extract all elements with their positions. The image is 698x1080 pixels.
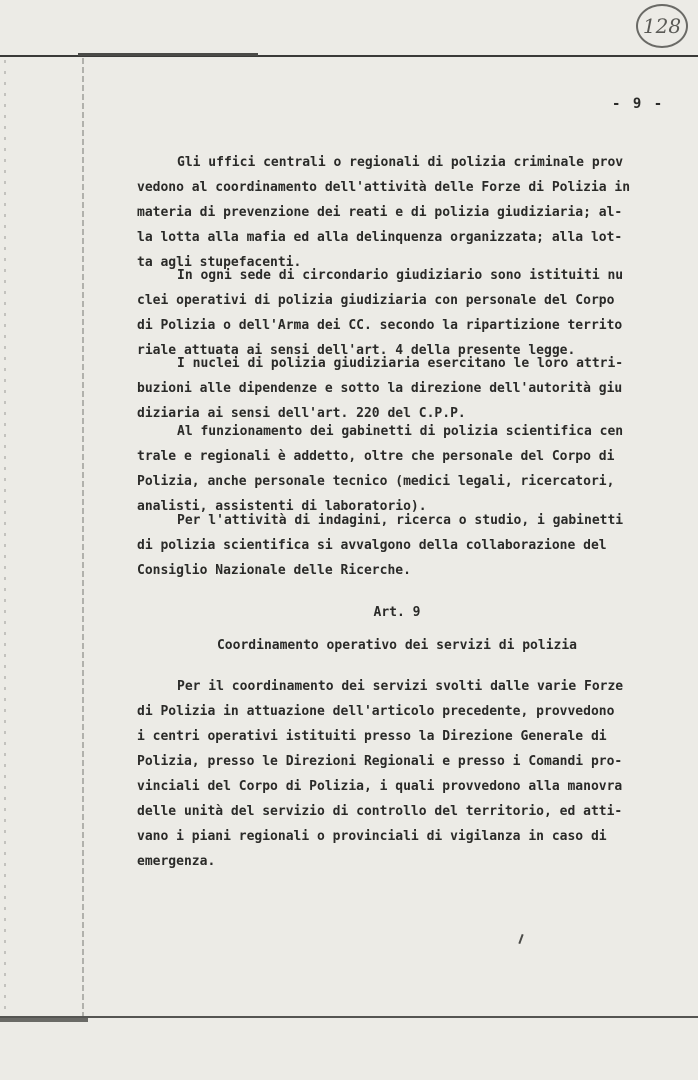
paragraph-2 [137,263,657,363]
text-line: Gli uffici centrali o regionali di polizia criminale prov [177,155,624,170]
text-line: di Polizia o dell'Arma dei CC. secondo la ripartizione territo [137,318,623,333]
text-line: vinciali del Corpo di Polizia, i quali provvedono alla manovra [137,779,623,794]
margin-line [82,58,84,1016]
text-line: materia di prevenzione dei reati e di polizia giudiziaria; al- [137,205,623,220]
text-line: Per l'attività di indagini, ricerca o studio, i gabinetti [177,513,624,528]
text-line: analisti, assistenti di laboratorio). [137,499,427,514]
text-line: In ogni sede di circondario giudiziario sono istituiti nu [177,268,624,283]
text-line: di polizia scientifica si avvalgono della collaborazione del [137,538,607,553]
stray-pen-mark [518,934,523,944]
text-line: vano i piani regionali o provinciali di vigilanza in caso di [137,829,607,844]
paragraph-1 [137,150,657,275]
folio-stamp [636,4,688,48]
text-line: I nuclei di polizia giudiziaria esercitano le loro attri- [177,356,624,371]
top-rule-accent [78,53,258,56]
folio-number: 128 [642,14,682,38]
text-line: riale attuata ai sensi dell'art. 4 della presente legge. [137,343,576,358]
bottom-rule [0,1016,698,1018]
text-line: emergenza. [137,854,216,869]
text-line: Consiglio Nazionale delle Ricerche. [137,563,411,578]
text-line: delle unità del servizio di controllo del territorio, ed atti- [137,804,623,819]
page-number: - 9 - [612,96,665,112]
text-line: di Polizia in attuazione dell'articolo precedente, provvedono [137,704,615,719]
text-line: diziaria ai sensi dell'art. 220 del C.P.P. [137,406,466,421]
text-line: Al funzionamento dei gabinetti di polizia scientifica cen [177,424,624,439]
text-line: Polizia, anche personale tecnico (medici legali, ricercatori, [137,474,615,489]
paragraph-3 [137,351,657,426]
text-line: la lotta alla mafia ed alla delinquenza organizzata; alla lot- [137,230,623,245]
article-heading: Art. 9 [373,605,421,620]
text-line: clei operativi di polizia giudiziaria con personale del Corpo [137,293,615,308]
binding-marks [4,60,6,1010]
article-subtitle: Coordinamento operativo dei servizi di polizia [216,638,578,653]
text-line: buzioni alle dipendenze e sotto la direzione dell'autorità giu [137,381,623,396]
text-line: Polizia, presso le Direzioni Regionali e presso i Comandi pro- [137,754,623,769]
text-line: Per il coordinamento dei servizi svolti dalle varie Forze [177,679,624,694]
article-paragraph [137,674,657,874]
text-line: ta agli stupefacenti. [137,255,302,270]
bottom-rule-accent [0,1018,88,1022]
text-line: trale e regionali è addetto, oltre che personale del Corpo di [137,449,615,464]
paragraph-5 [137,508,657,583]
text-line: vedono al coordinamento dell'attività delle Forze di Polizia in [137,180,631,195]
text-line: i centri operativi istituiti presso la Direzione Generale di [137,729,607,744]
paragraph-4 [137,419,657,519]
